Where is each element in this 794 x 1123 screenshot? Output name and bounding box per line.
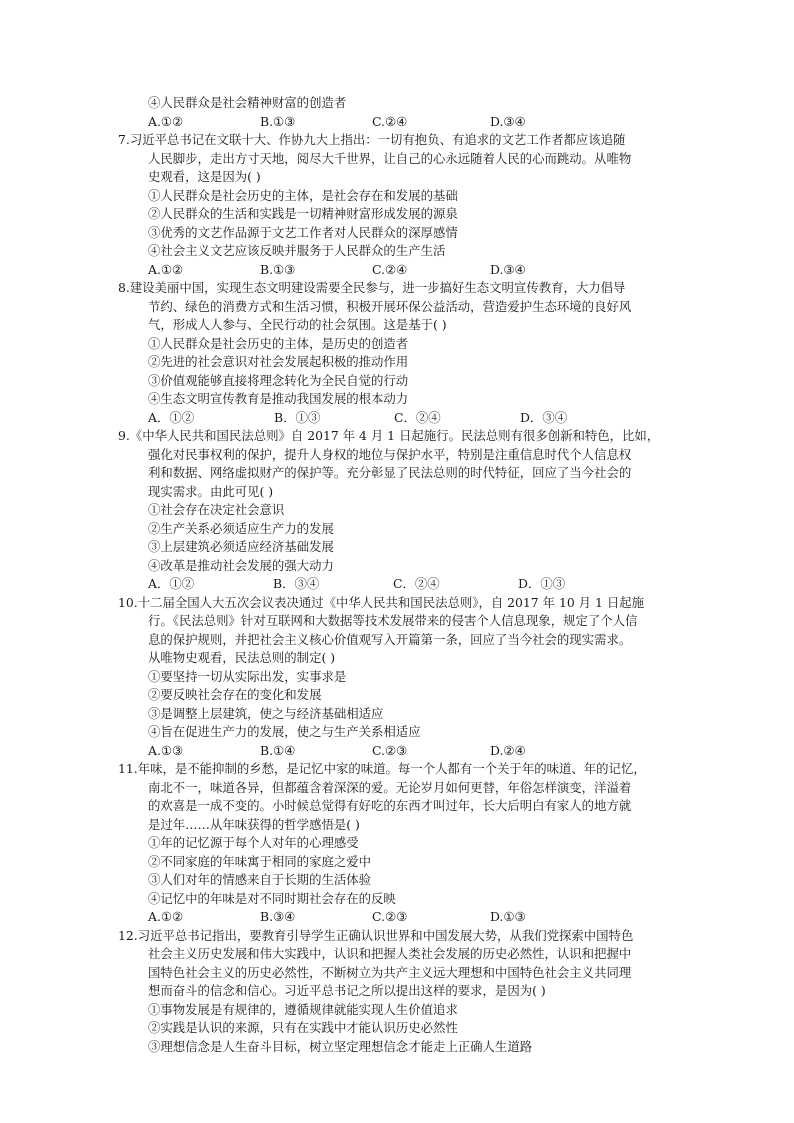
option-text: ③理想信念是人生奋斗目标，树立坚定理想信念才能走上正确人生道路 bbox=[148, 1038, 533, 1054]
stem-line: 现实需求。由此可见( ) bbox=[148, 483, 274, 499]
option-text: ①事物发展是有规律的，遵循规律就能实现人生价值追求 bbox=[148, 1001, 458, 1017]
stem-line: 节约、绿色的消费方式和生活习惯，积极开展环保公益活动，营造爱护生态环境的良好风 bbox=[148, 298, 632, 314]
option-text: ①年的记忆源于每个人对年的心理感受 bbox=[148, 835, 359, 850]
answer-choices bbox=[118, 113, 680, 132]
stem-line: 9.《中华人民共和国民法总则》自 2017 年 4 月 1 日起施行。民法总则有很多创新和特色，比如， bbox=[118, 428, 660, 443]
stem-line: 的欢喜是一成不变的。小时候总觉得有好吃的东西才叫过年，长大后明白有家人的地方就 bbox=[148, 798, 632, 813]
option-text: ②实践是认识的来源，只有在实践中才能认识历史必然性 bbox=[148, 1020, 458, 1035]
option-text: ④旨在促进生产力的发展，使之与生产关系相适应 bbox=[148, 724, 421, 739]
choice-c: C.②④ bbox=[372, 261, 408, 277]
choice-c: C.②③ bbox=[372, 909, 408, 924]
choice-b: B.③④ bbox=[260, 909, 296, 924]
stem-line: 是过年……从年味获得的哲学感悟是( ) bbox=[148, 816, 360, 832]
answer-choices bbox=[118, 908, 680, 927]
option-text: ①人民群众是社会历史的主体，是历史的创造者 bbox=[148, 335, 409, 351]
stem-line: 从唯物史观看，民法总则的制定( ) bbox=[148, 650, 336, 665]
option-text: ③优秀的文艺作品源于文艺工作者对人民群众的深厚感情 bbox=[148, 224, 458, 240]
question-12 bbox=[118, 927, 680, 1057]
choice-d: D.③④ bbox=[490, 261, 526, 277]
stem-line: 12.习近平总书记指出，要教育引导学生正确认识世界和中国发展大势，从我们党探索中国特色 bbox=[118, 927, 634, 943]
choice-a: A.①② bbox=[148, 909, 184, 924]
choice-d: D．③④ bbox=[520, 409, 568, 425]
stem-line: 8.建设美丽中国，实现生态文明建设需要全民参与，进一步搞好生态文明宣传教育，大力倡导 bbox=[118, 280, 626, 295]
stem-line: 息的保护规则，并把社会主义核心价值观写入开篇第一条，回应了当今社会的现实需求。 bbox=[148, 631, 632, 647]
stem-line: 利和数据、网络虚拟财产的保护等。充分彰显了民法总则的时代特征，回应了当今社会的 bbox=[148, 465, 632, 480]
option-text: ①人民群众是社会历史的主体，是社会存在和发展的基础 bbox=[148, 187, 458, 203]
question-11 bbox=[118, 760, 680, 927]
stem-line: 行。《民法总则》针对互联网和大数据等技术发展带来的侵害个人信息现象，规定了个人信 bbox=[148, 613, 638, 628]
question-list bbox=[118, 94, 680, 1056]
choice-c: C.②③ bbox=[372, 742, 408, 758]
stem-line: 人民脚步，走出方寸天地，阅尽大千世界，让自己的心永远随着人民的心而跳动。从唯物 bbox=[148, 150, 632, 166]
stem-line: 7.习近平总书记在文联十大、作协九大上指出：一切有抱负、有追求的文艺工作者都应该追随 bbox=[118, 132, 626, 147]
choice-b: B．①③ bbox=[274, 409, 321, 425]
question-stem bbox=[118, 594, 680, 668]
choice-a: A.①③ bbox=[148, 742, 184, 758]
option-text: ②先进的社会意识对社会发展起积极的推动作用 bbox=[148, 354, 409, 369]
choice-a: A.①② bbox=[148, 261, 184, 277]
question-9 bbox=[118, 427, 680, 594]
question-10 bbox=[118, 594, 680, 761]
stem-line: 南北不一，味道各异，但都蕴含着深深的爱。无论岁月如何更替，年俗怎样演变，洋溢着 bbox=[148, 779, 632, 795]
option-text: ④人民群众是社会精神财富的创造者 bbox=[148, 95, 347, 110]
choice-d: D.③④ bbox=[490, 113, 526, 129]
stem-line: 社会主义历史发展和伟大实践中，认识和把握人类社会发展的历史必然性，认识和把握中 bbox=[148, 946, 632, 961]
option-text: ②不同家庭的年味寓于相同的家庭之爱中 bbox=[148, 853, 372, 869]
option-text: ③人们对年的情感来自于长期的生活体验 bbox=[148, 872, 372, 887]
question-stem bbox=[118, 131, 680, 187]
stem-line: 气，形成人人参与、全民行动的社会氛围。这是基于( ) bbox=[148, 317, 447, 332]
option-text: ②要反映社会存在的变化和发展 bbox=[148, 687, 322, 702]
option-text: ③上层建筑必须适应经济基础发展 bbox=[148, 539, 334, 554]
option-text: ①要坚持一切从实际出发，实事求是 bbox=[148, 668, 347, 684]
option-text: ④社会主义文艺应该反映并服务于人民群众的生产生活 bbox=[148, 243, 446, 258]
option-text: ④记忆中的年味是对不同时期社会存在的反映 bbox=[148, 890, 396, 906]
stem-line: 想而奋斗的信念和信心。习近平总书记之所以提出这样的要求，是因为( ) bbox=[148, 983, 546, 998]
stem-line: 史观看，这是因为( ) bbox=[148, 169, 261, 184]
option-text: ①社会存在决定社会意识 bbox=[148, 502, 285, 517]
option-text: ②生产关系必须适应生产力的发展 bbox=[148, 520, 334, 536]
question-stem bbox=[118, 279, 680, 335]
stem-line: 10.十二届全国人大五次会议表决通过《中华人民共和国民法总则》，自 2017 年 10 月 1 日起施 bbox=[118, 594, 644, 610]
choice-c: C．②④ bbox=[394, 409, 441, 425]
question-stem bbox=[118, 427, 680, 501]
choice-b: B.①③ bbox=[260, 113, 296, 129]
option-text: ④生态文明宣传教育是推动我国发展的根本动力 bbox=[148, 391, 409, 406]
choice-d: D.②④ bbox=[490, 742, 526, 758]
option-text: ④改革是推动社会发展的强大动力 bbox=[148, 557, 334, 573]
choice-d: D.①③ bbox=[490, 909, 526, 924]
choice-c: C.②④ bbox=[372, 113, 408, 129]
choice-b: B.①④ bbox=[260, 742, 296, 758]
option-text: ③是调整上层建筑，使之与经济基础相适应 bbox=[148, 705, 384, 721]
choice-a: A．①② bbox=[148, 409, 195, 425]
question-stem bbox=[118, 927, 680, 1001]
stem-line: 国特色社会主义的历史必然性，不断树立为共产主义远大理想和中国特色社会主义共同理 bbox=[148, 964, 632, 980]
option-text: ③价值观能够直接将理念转化为全民自觉的行动 bbox=[148, 372, 409, 388]
question-stem bbox=[118, 760, 680, 834]
choice-c: C．②④ bbox=[393, 576, 440, 591]
choice-b: B．③④ bbox=[273, 576, 320, 591]
answer-choices bbox=[118, 261, 680, 280]
answer-choices bbox=[118, 409, 680, 428]
answer-choices bbox=[118, 742, 680, 761]
question-8 bbox=[118, 279, 680, 427]
choice-a: A．①② bbox=[148, 576, 195, 591]
choice-d: D．①③ bbox=[518, 576, 566, 591]
choice-b: B.①③ bbox=[260, 261, 296, 277]
choice-a: A.①② bbox=[148, 113, 184, 129]
question-7 bbox=[118, 131, 680, 279]
stem-line: 强化对民事权利的保护，提升人身权的地位与保护水平，特别是注重信息时代个人信息权 bbox=[148, 446, 632, 462]
answer-choices bbox=[118, 575, 680, 594]
option-text: ②人民群众的生活和实践是一切精神财富形成发展的源泉 bbox=[148, 206, 458, 221]
stem-line: 11.年味，是不能抑制的乡愁，是记忆中家的味道。每一个人都有一个关于年的味道、年的记忆， bbox=[118, 761, 646, 776]
